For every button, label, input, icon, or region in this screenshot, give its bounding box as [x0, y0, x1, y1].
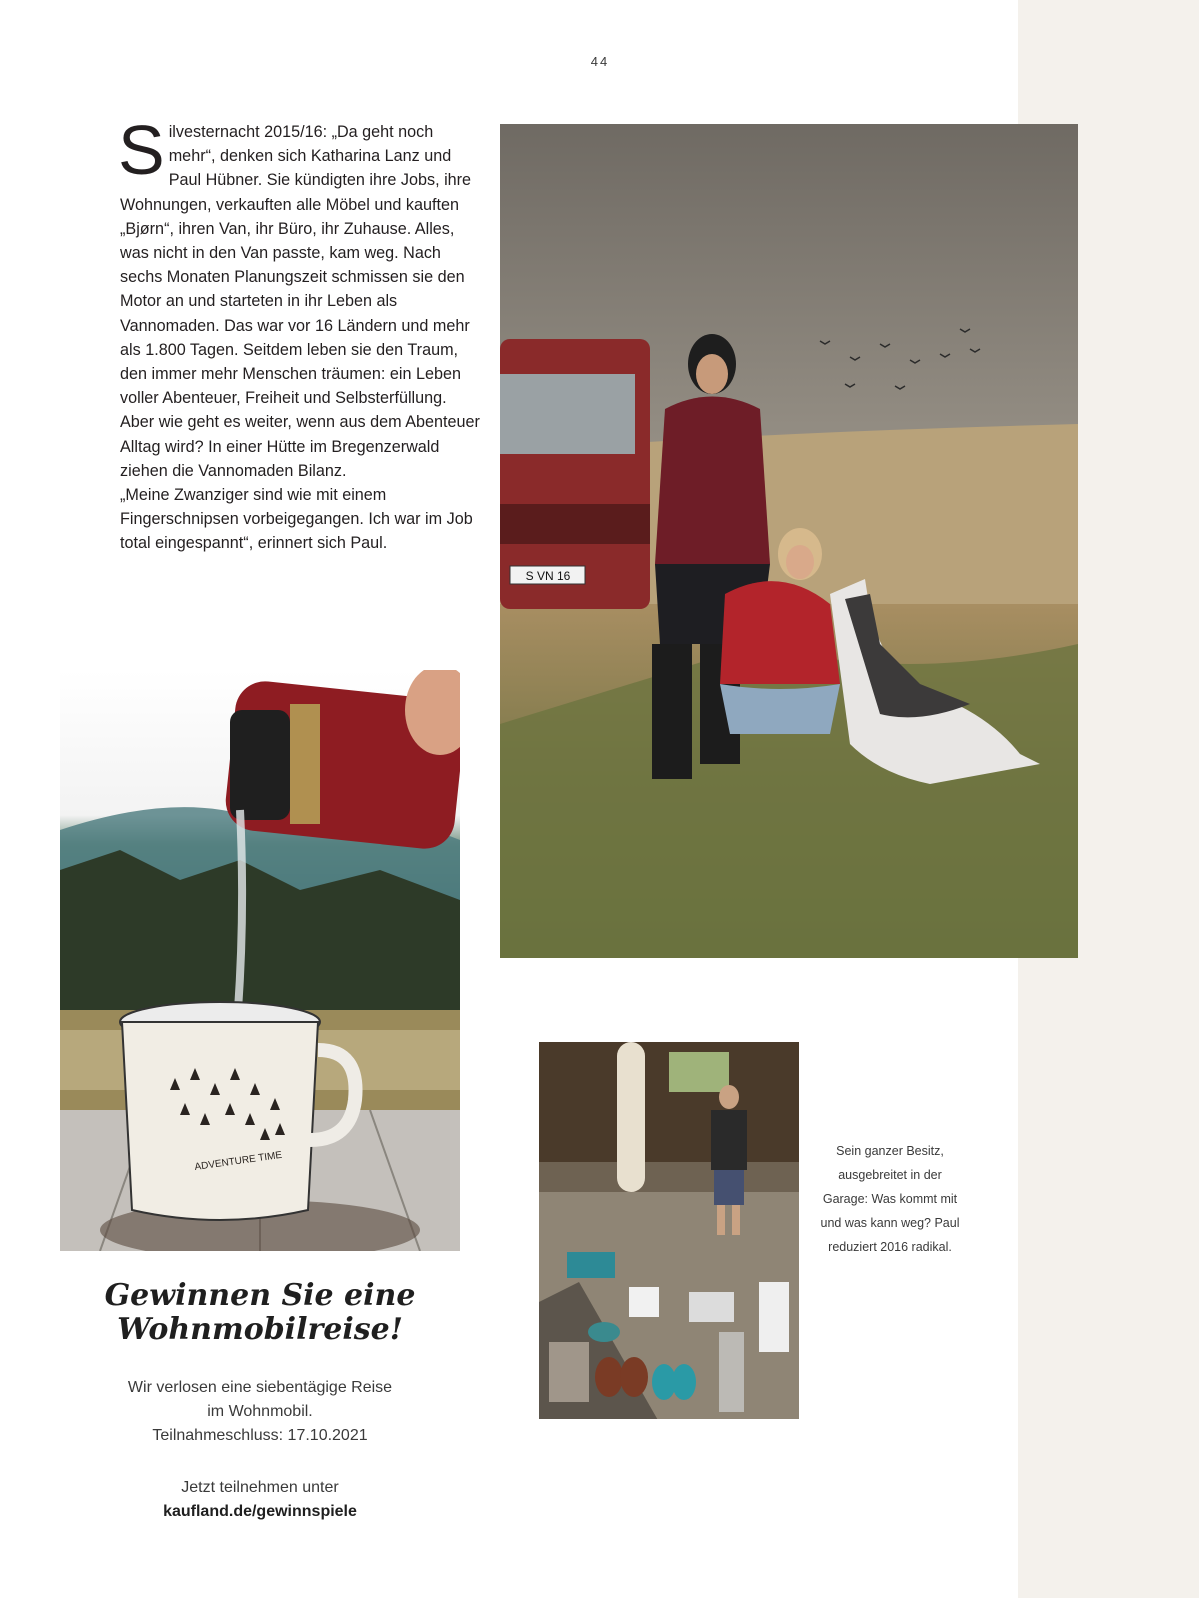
- contest-deadline: Teilnahmeschluss: 17.10.2021: [152, 1427, 368, 1444]
- contest-description: [60, 1376, 460, 1448]
- intro-text: [118, 111, 480, 556]
- quote-paragraph: „Meine Zwanziger sind wie mit einem Fingerschnipsen vorbeigegangen. Ich war im Job total eingespannt“, erinnert sich Paul.: [120, 486, 473, 553]
- contest-link[interactable]: kaufland.de/gewinnspiele: [163, 1503, 357, 1520]
- mug-photo: [60, 670, 460, 1251]
- contest-title-line2: Wohnmobilreise!: [117, 1312, 403, 1347]
- contest-body-line: Wir verlosen eine siebentägige Reise: [127, 1379, 393, 1396]
- van-couple-photo: [500, 124, 1078, 958]
- contest-body-line: im Wohnmobil.: [207, 1403, 313, 1420]
- photo-caption: Sein ganzer Besitz, ausgebreitet in der Garage: Was kommt mit und was kann weg? Paul reduziert 2016 radikal.: [820, 1144, 960, 1254]
- contest-cta: [60, 1476, 460, 1524]
- page-number: 44: [590, 54, 610, 69]
- garage-photo: [539, 1042, 799, 1419]
- contest-title: [60, 1279, 460, 1347]
- contest-title-line1: Gewinnen Sie eine: [104, 1278, 416, 1313]
- mug-text: ADVENTURE TIME: [193, 1149, 283, 1173]
- contest-cta-text: Jetzt teilnehmen unter: [181, 1479, 339, 1496]
- license-plate: S VN 16: [525, 569, 571, 583]
- intro-paragraph: ilvesternacht 2015/16: „Da geht noch mehr“, denken sich Katharina Lanz und Paul Hübner. Sie kündigten ihre Jobs, ihre Wohnungen, verkauften alle Möbel und kauften „Bjørn“, ihren Van, ihr Büro, ihr Zuhause. Alles, was nicht in den Van passte, kam weg. Nach sechs Monaten Planungszeit schmissen sie den Motor an und starteten in ihr Leben als Vannomaden. Das war vor 16 Ländern und mehr als 1.800 Tagen. Seitdem leben sie den Traum, den immer mehr Menschen träumen: ein Leben voller Abenteuer, Freiheit und Selbsterfüllung. Aber wie geht es weiter, wenn aus dem Abenteuer Alltag wird? In einer Hütte im Bregenzerwald ziehen die Vannomaden Bilanz.: [120, 123, 480, 480]
- drop-cap: S: [118, 111, 165, 189]
